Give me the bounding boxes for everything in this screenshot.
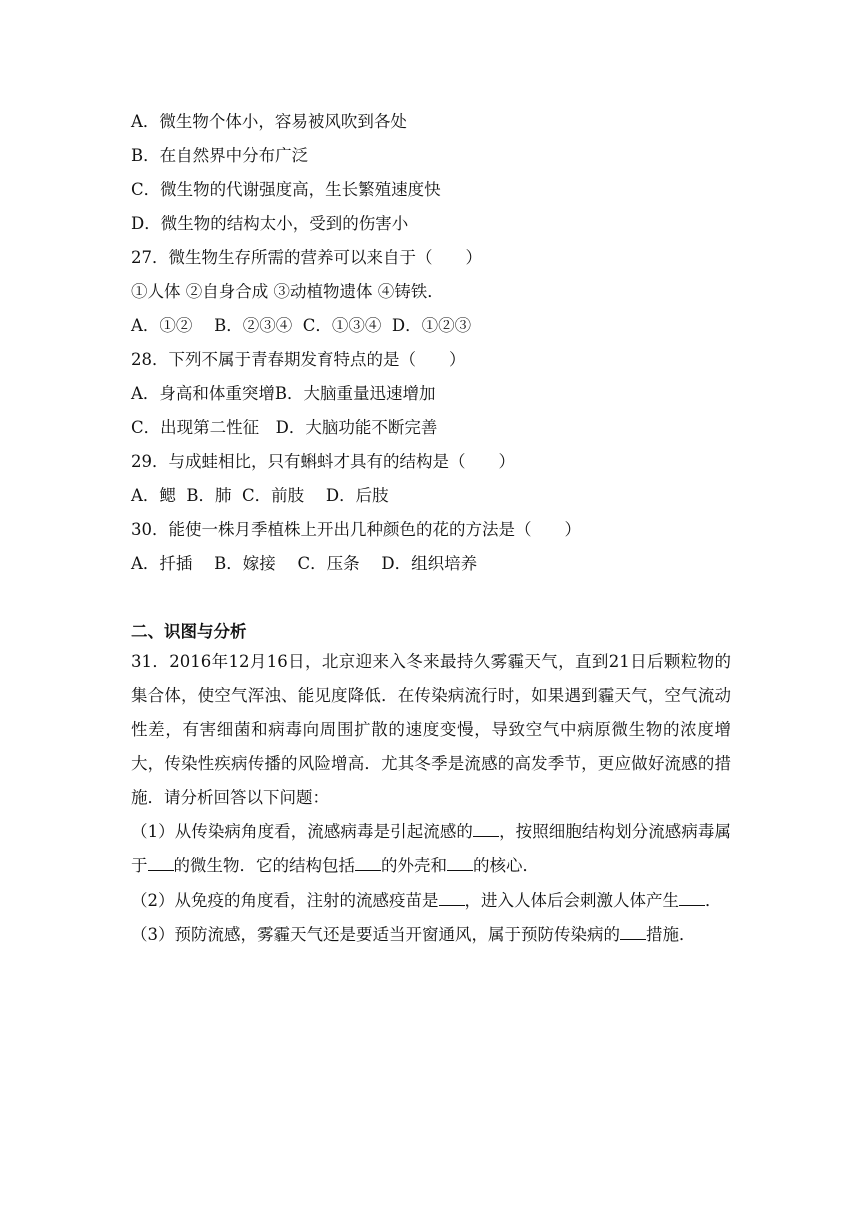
q31-p1-text-e: 的核心．: [473, 856, 539, 875]
q29-stem: 29．与成蛙相比，只有蝌蚪才具有的结构是（ ）: [131, 452, 515, 471]
q31-part-2: [131, 891, 722, 911]
q31-p2-text-b: ，进入人体后会刺激人体产生: [464, 891, 679, 910]
q31-p1-text-c: 的微生物．它的结构包括: [173, 856, 355, 875]
q30-options: A．扦插 B．嫁接 C．压条 D．组织培养: [131, 554, 478, 573]
q31-p1-text-b: ，按照细胞结构划分流感病毒属于: [131, 822, 732, 875]
q26-option-c: C．微生物的代谢强度高，生长繁殖速度快: [131, 180, 441, 199]
answer-blank[interactable]: [355, 856, 381, 871]
q28-options-row-1: A．身高和体重突增B．大脑重量迅速增加: [131, 384, 436, 403]
q30-stem: 30．能使一株月季植株上开出几种颜色的花的方法是（ ）: [131, 520, 581, 539]
q31-p2-text-a: （2）从免疫的角度看，注射的流感疫苗是: [131, 891, 439, 910]
q31-p1-text-d: 的外壳和: [381, 856, 447, 875]
q31-p2-text-c: ．: [705, 891, 722, 910]
q31-p3-text-b: 措施．: [646, 925, 696, 944]
q27-stem: 27．微生物生存所需的营养可以来自于（ ）: [131, 248, 482, 267]
q31-part-1: [131, 815, 731, 883]
q29-options: A．鳃 B．肺 C．前肢 D．后肢: [131, 486, 389, 505]
q31-p3-text-a: （3）预防流感，雾霾天气还是要适当开窗通风，属于预防传染病的: [131, 925, 620, 944]
q26-option-a: A．微生物个体小，容易被风吹到各处: [131, 112, 407, 131]
q27-options: A．①② B．②③④ C．①③④ D．①②③: [131, 316, 472, 335]
q28-stem: 28．下列不属于青春期发育特点的是（ ）: [131, 350, 466, 369]
answer-blank[interactable]: [473, 822, 499, 837]
q26-option-d: D．微生物的结构太小，受到的伤害小: [131, 214, 409, 233]
answer-blank[interactable]: [620, 925, 646, 940]
q26-option-b: B．在自然界中分布广泛: [131, 146, 309, 165]
q27-items: ①人体 ②自身合成 ③动植物遗体 ④铸铁．: [131, 282, 444, 301]
answer-blank[interactable]: [148, 856, 174, 871]
answer-blank[interactable]: [679, 891, 705, 906]
section-2-heading: 二、识图与分析: [131, 622, 247, 641]
answer-blank[interactable]: [447, 856, 473, 871]
q31-intro: 31．2016年12月16日，北京迎来入冬来最持久雾霾天气，直到21日后颗粒物的集合体，使空气浑浊、能见度降低．在传染病流行时，如果遇到霾天气，空气流动性差，有害细菌和病毒向周围扩散的速度变慢，导致空气中病原微生物的浓度增大，传染性疾病传播的风险增高．尤其冬季是流感的高发季节，更应做好流感的措施．请分析回答以下问题：: [131, 652, 731, 807]
q31-p1-text-a: （1）从传染病角度看，流感病毒是引起流感的: [131, 822, 473, 841]
answer-blank[interactable]: [439, 891, 465, 906]
q28-options-row-2: C．出现第二性征 D．大脑功能不断完善: [131, 418, 438, 437]
q31-part-3: [131, 925, 696, 945]
